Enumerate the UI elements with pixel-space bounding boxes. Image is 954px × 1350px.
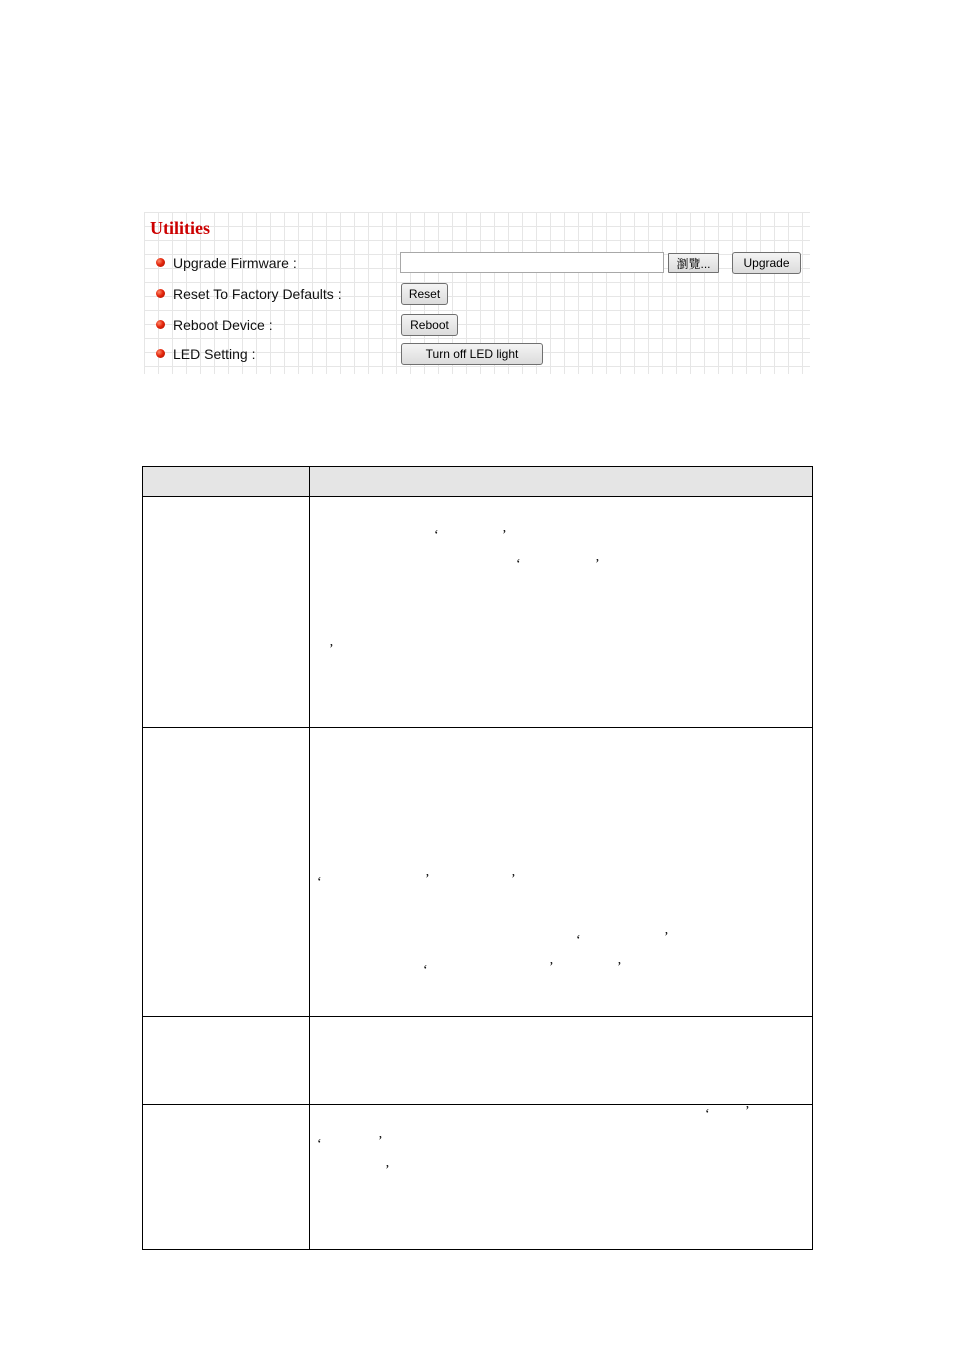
quote-mark: ‘ (423, 963, 428, 978)
turn-off-led-button[interactable]: Turn off LED light (401, 343, 543, 365)
upgrade-firmware-row (144, 252, 810, 274)
utilities-panel (144, 212, 810, 374)
quote-mark: ’ (549, 960, 554, 975)
quote-mark: ’ (511, 872, 516, 887)
table-row (143, 728, 812, 1016)
reboot-button[interactable]: Reboot (401, 314, 458, 336)
reset-defaults-row (144, 283, 810, 305)
upgrade-firmware-label: Upgrade Firmware : (173, 255, 297, 271)
table-row (143, 1017, 812, 1104)
reboot-device-row (144, 314, 810, 336)
quote-mark: ‘ (317, 875, 322, 890)
led-setting-label: LED Setting : (173, 346, 256, 362)
quote-mark: ’ (745, 1104, 750, 1119)
upgrade-button[interactable]: Upgrade (732, 252, 801, 274)
quote-mark: ’ (385, 1163, 390, 1178)
browse-button[interactable]: 瀏覽... (668, 253, 719, 273)
red-bullet-icon (156, 258, 165, 267)
red-bullet-icon (156, 320, 165, 329)
red-bullet-icon (156, 349, 165, 358)
table-header-row (143, 467, 812, 496)
panel-title: Utilities (150, 218, 210, 238)
quote-mark: ‘ (705, 1107, 710, 1122)
table-row (143, 497, 812, 727)
reboot-device-label: Reboot Device : (173, 317, 273, 333)
quote-mark: ’ (378, 1134, 383, 1149)
quote-mark: ‘ (576, 933, 581, 948)
table-row (143, 1105, 812, 1249)
quote-mark: ‘ (516, 557, 521, 572)
led-setting-row (144, 343, 810, 365)
quote-mark: ’ (425, 872, 430, 887)
firmware-file-input[interactable] (400, 252, 664, 273)
quote-mark: ’ (664, 930, 669, 945)
quote-mark: ’ (329, 642, 334, 657)
quote-mark: ’ (595, 557, 600, 572)
quote-mark: ‘ (317, 1137, 322, 1152)
red-bullet-icon (156, 289, 165, 298)
quote-mark: ’ (502, 528, 507, 543)
reset-button[interactable]: Reset (401, 283, 448, 305)
table-column-divider (309, 467, 310, 1249)
quote-mark: ’ (617, 960, 622, 975)
quote-mark: ‘ (434, 528, 439, 543)
description-table (142, 466, 813, 1250)
reset-defaults-label: Reset To Factory Defaults : (173, 286, 342, 302)
